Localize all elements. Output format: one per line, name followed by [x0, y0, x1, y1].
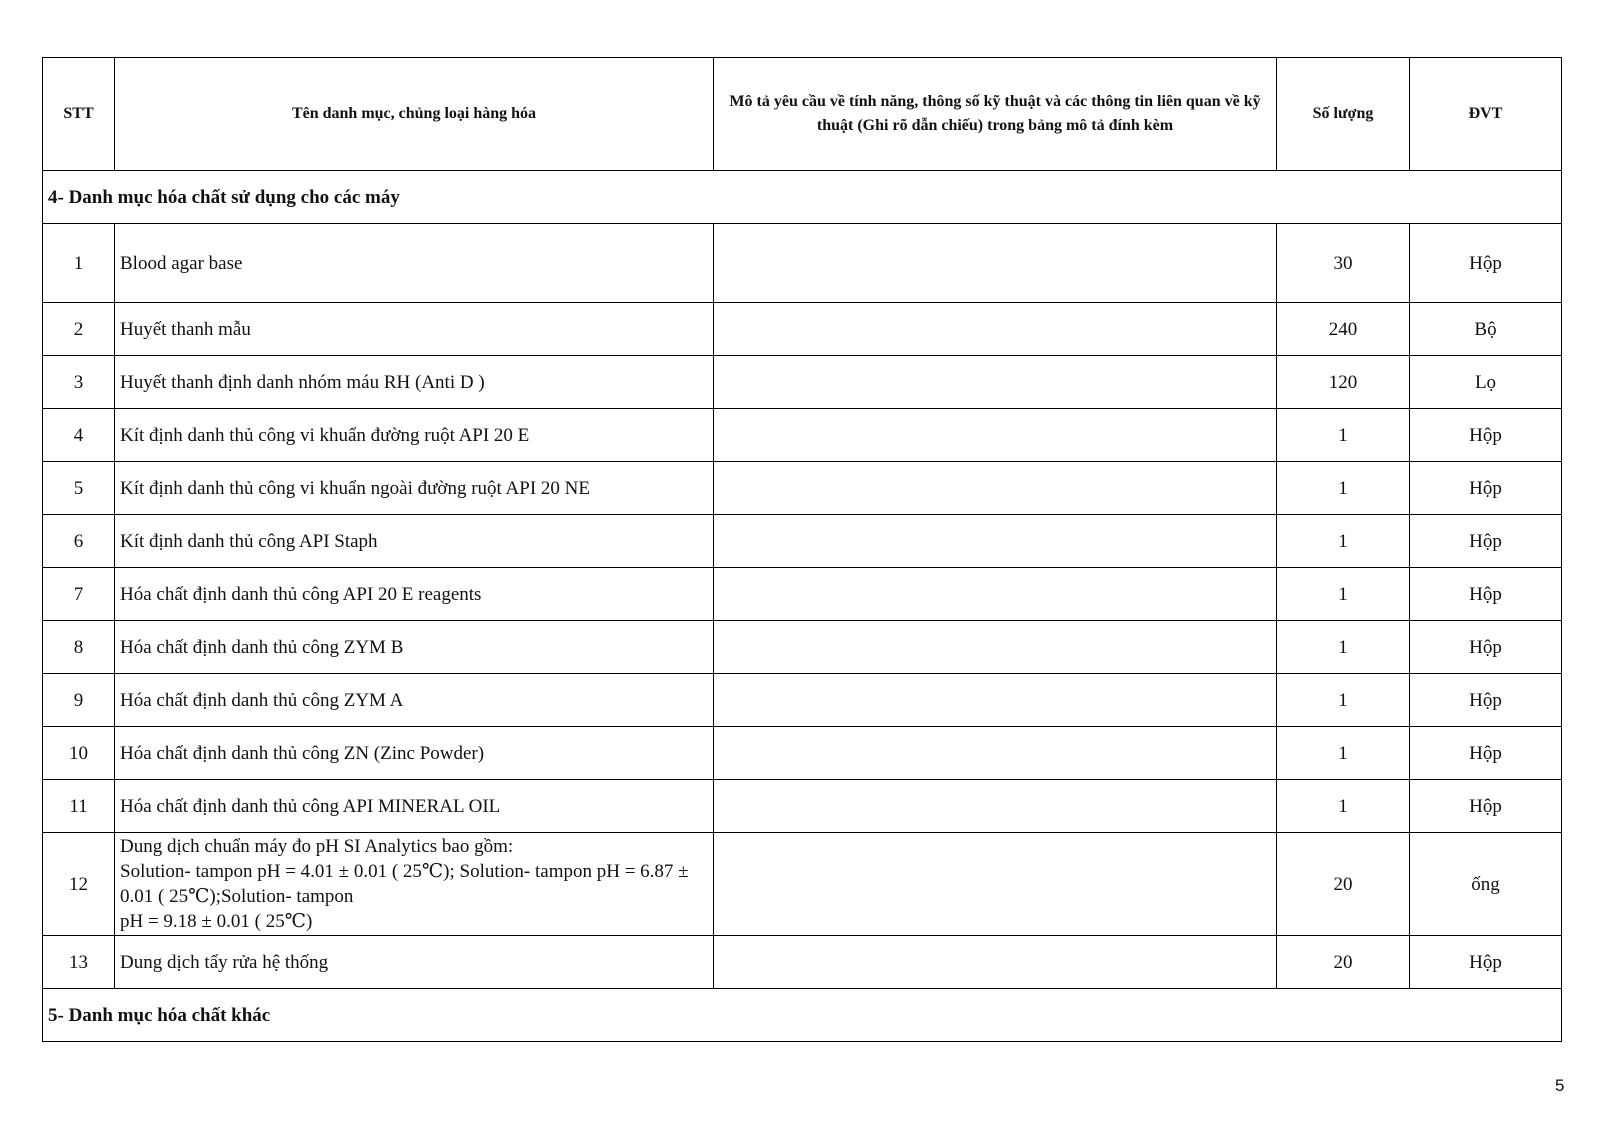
table-row [43, 568, 1562, 621]
table-row [43, 674, 1562, 727]
cell-description [714, 833, 1277, 936]
cell-description [714, 674, 1277, 727]
cell-description [714, 515, 1277, 568]
cell-stt: 3 [43, 356, 115, 409]
table-header-row [43, 58, 1562, 171]
cell-item-name: Kít định danh thủ công vi khuẩn đường ruột API 20 E [115, 409, 714, 462]
cell-description [714, 727, 1277, 780]
cell-stt: 7 [43, 568, 115, 621]
cell-unit: Hộp [1410, 568, 1562, 621]
cell-unit: Hộp [1410, 515, 1562, 568]
cell-stt: 1 [43, 224, 115, 303]
cell-quantity: 1 [1277, 409, 1410, 462]
cell-unit: Bộ [1410, 303, 1562, 356]
table-row [43, 303, 1562, 356]
table-row [43, 356, 1562, 409]
cell-stt: 11 [43, 780, 115, 833]
cell-unit: Hộp [1410, 727, 1562, 780]
cell-description [714, 462, 1277, 515]
cell-stt: 4 [43, 409, 115, 462]
cell-quantity: 20 [1277, 936, 1410, 989]
cell-item-name: Hóa chất định danh thủ công API 20 E reagents [115, 568, 714, 621]
header-description: Mô tả yêu cầu về tính năng, thông số kỹ thuật và các thông tin liên quan về kỹ thuật (Ghi rõ dẫn chiếu) trong bảng mô tả đính kèm [714, 58, 1277, 171]
table-row [43, 462, 1562, 515]
cell-quantity: 1 [1277, 568, 1410, 621]
cell-description [714, 224, 1277, 303]
table-row [43, 621, 1562, 674]
cell-quantity: 240 [1277, 303, 1410, 356]
cell-quantity: 20 [1277, 833, 1410, 936]
table-row [43, 936, 1562, 989]
cell-quantity: 1 [1277, 462, 1410, 515]
cell-stt: 9 [43, 674, 115, 727]
cell-item-name: Huyết thanh định danh nhóm máu RH (Anti D ) [115, 356, 714, 409]
section-row-4 [43, 171, 1562, 224]
cell-item-name: Hóa chất định danh thủ công API MINERAL OIL [115, 780, 714, 833]
table-row [43, 515, 1562, 568]
cell-unit: Lọ [1410, 356, 1562, 409]
cell-unit: Hộp [1410, 409, 1562, 462]
cell-unit: ống [1410, 833, 1562, 936]
cell-unit: Hộp [1410, 462, 1562, 515]
cell-description [714, 936, 1277, 989]
header-unit: ĐVT [1410, 58, 1562, 171]
table-row [43, 780, 1562, 833]
cell-item-name: Hóa chất định danh thủ công ZN (Zinc Powder) [115, 727, 714, 780]
cell-item-name: Blood agar base [115, 224, 714, 303]
cell-item-name: Hóa chất định danh thủ công ZYM B [115, 621, 714, 674]
section-title: 4- Danh mục hóa chất sử dụng cho các máy [43, 171, 1562, 224]
cell-quantity: 1 [1277, 674, 1410, 727]
cell-stt: 10 [43, 727, 115, 780]
cell-item-name: Dung dịch tẩy rửa hệ thống [115, 936, 714, 989]
cell-quantity: 120 [1277, 356, 1410, 409]
cell-description [714, 303, 1277, 356]
cell-description [714, 568, 1277, 621]
header-stt: STT [43, 58, 115, 171]
cell-unit: Hộp [1410, 224, 1562, 303]
cell-item-name: Kít định danh thủ công API Staph [115, 515, 714, 568]
cell-description [714, 409, 1277, 462]
cell-stt: 5 [43, 462, 115, 515]
cell-description [714, 356, 1277, 409]
cell-stt: 6 [43, 515, 115, 568]
cell-quantity: 30 [1277, 224, 1410, 303]
table-row [43, 833, 1562, 936]
cell-description [714, 780, 1277, 833]
table-row [43, 224, 1562, 303]
cell-quantity: 1 [1277, 515, 1410, 568]
cell-item-name: Hóa chất định danh thủ công ZYM A [115, 674, 714, 727]
cell-stt: 13 [43, 936, 115, 989]
header-item-name: Tên danh mục, chủng loại hàng hóa [115, 58, 714, 171]
section-row-5 [43, 989, 1562, 1042]
cell-quantity: 1 [1277, 727, 1410, 780]
cell-unit: Hộp [1410, 936, 1562, 989]
cell-item-name: Dung dịch chuẩn máy đo pH SI Analytics bao gồm: Solution- tampon pH = 4.01 ± 0.01 ( 25℃); Solution- tampon pH = 6.87 ± 0.01 ( 25℃);Solution- tampon pH = 9.18 ± 0.01 ( 25℃) [115, 833, 714, 936]
cell-stt: 2 [43, 303, 115, 356]
cell-quantity: 1 [1277, 621, 1410, 674]
cell-stt: 12 [43, 833, 115, 936]
cell-description [714, 621, 1277, 674]
cell-item-name: Kít định danh thủ công vi khuẩn ngoài đường ruột API 20 NE [115, 462, 714, 515]
cell-unit: Hộp [1410, 621, 1562, 674]
cell-quantity: 1 [1277, 780, 1410, 833]
cell-unit: Hộp [1410, 780, 1562, 833]
page-number: 5 [1555, 1076, 1565, 1095]
cell-stt: 8 [43, 621, 115, 674]
cell-unit: Hộp [1410, 674, 1562, 727]
table-row [43, 727, 1562, 780]
header-quantity: Số lượng [1277, 58, 1410, 171]
goods-table [42, 57, 1562, 1042]
cell-item-name: Huyết thanh mẫu [115, 303, 714, 356]
section-title: 5- Danh mục hóa chất khác [43, 989, 1562, 1042]
table-row [43, 409, 1562, 462]
